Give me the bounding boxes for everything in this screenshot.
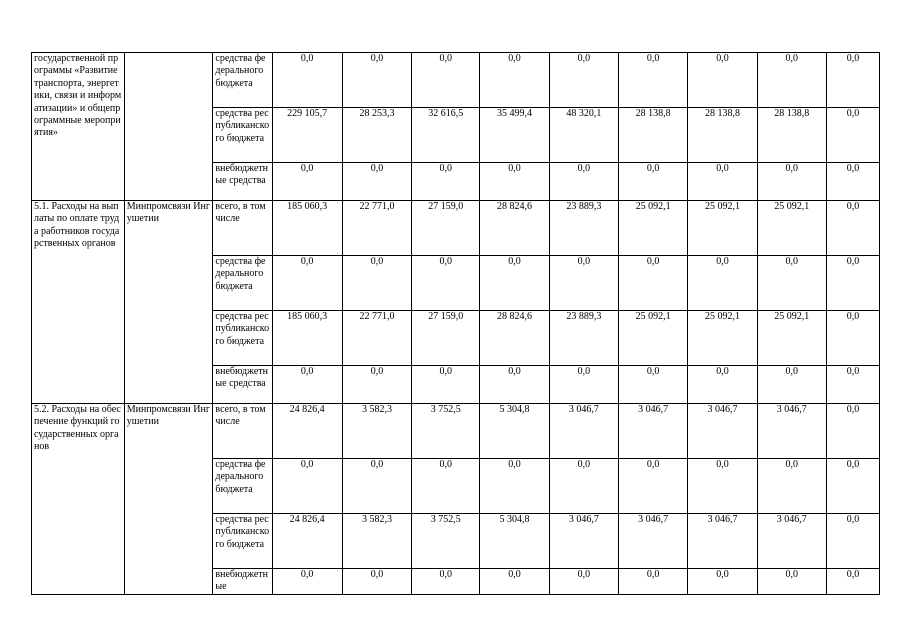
amount-cell: 3 046,7 [549,404,618,459]
amount-cell: 0,0 [549,366,618,404]
amount-cell: 0,0 [549,459,618,514]
amount-cell: 25 092,1 [757,311,826,366]
amount-cell: 0,0 [412,256,480,311]
amount-cell: 27 159,0 [412,201,480,256]
amount-cell: 0,0 [826,514,879,569]
amount-cell: 0,0 [619,256,688,311]
amount-cell: 0,0 [757,256,826,311]
amount-cell: 0,0 [619,53,688,108]
funding-source-cell: внебюджетные средства [213,163,272,201]
amount-cell: 0,0 [757,459,826,514]
measure-name-cell: 5.1. Расходы на выплаты по оплате труда работников государственных органов [32,201,125,404]
amount-cell: 0,0 [757,163,826,201]
amount-cell: 0,0 [272,569,342,595]
amount-cell: 0,0 [412,366,480,404]
amount-cell: 0,0 [272,459,342,514]
amount-cell: 3 046,7 [619,404,688,459]
amount-cell: 0,0 [826,108,879,163]
amount-cell: 0,0 [757,366,826,404]
table-row [32,53,880,108]
amount-cell: 0,0 [480,366,549,404]
amount-cell: 23 889,3 [549,311,618,366]
amount-cell: 0,0 [412,569,480,595]
amount-cell: 24 826,4 [272,514,342,569]
amount-cell: 0,0 [342,256,411,311]
amount-cell: 22 771,0 [342,311,411,366]
funding-source-cell: внебюджетные [213,569,272,595]
amount-cell: 0,0 [826,201,879,256]
amount-cell: 0,0 [619,366,688,404]
amount-cell: 3 046,7 [757,404,826,459]
amount-cell: 25 092,1 [757,201,826,256]
funding-source-cell: всего, в том числе [213,404,272,459]
amount-cell: 22 771,0 [342,201,411,256]
amount-cell: 24 826,4 [272,404,342,459]
amount-cell: 0,0 [412,53,480,108]
amount-cell: 25 092,1 [688,311,757,366]
amount-cell: 27 159,0 [412,311,480,366]
amount-cell: 3 046,7 [619,514,688,569]
amount-cell: 25 092,1 [688,201,757,256]
amount-cell: 5 304,8 [480,514,549,569]
amount-cell: 0,0 [412,459,480,514]
amount-cell: 0,0 [342,163,411,201]
amount-cell: 28 138,8 [757,108,826,163]
amount-cell: 0,0 [826,311,879,366]
amount-cell: 3 582,3 [342,514,411,569]
amount-cell: 0,0 [272,53,342,108]
amount-cell: 28 138,8 [688,108,757,163]
amount-cell: 0,0 [480,569,549,595]
amount-cell: 0,0 [412,163,480,201]
amount-cell: 0,0 [688,459,757,514]
amount-cell: 0,0 [688,53,757,108]
amount-cell: 0,0 [688,163,757,201]
amount-cell: 0,0 [549,256,618,311]
amount-cell: 0,0 [826,53,879,108]
funding-source-cell: внебюджетные средства [213,366,272,404]
amount-cell: 25 092,1 [619,311,688,366]
amount-cell: 0,0 [272,366,342,404]
amount-cell: 0,0 [272,163,342,201]
amount-cell: 0,0 [549,163,618,201]
amount-cell: 0,0 [342,459,411,514]
amount-cell: 0,0 [619,569,688,595]
amount-cell: 185 060,3 [272,311,342,366]
amount-cell: 3 046,7 [757,514,826,569]
responsible-cell: Минпромсвязи Ингушетии [124,201,213,404]
amount-cell: 0,0 [480,256,549,311]
amount-cell: 0,0 [619,163,688,201]
table-row [32,201,880,256]
amount-cell: 0,0 [342,366,411,404]
amount-cell: 5 304,8 [480,404,549,459]
responsible-cell: Минпромсвязи Ингушетии [124,404,213,595]
responsible-cell [124,53,213,201]
amount-cell: 32 616,5 [412,108,480,163]
amount-cell: 0,0 [688,366,757,404]
amount-cell: 0,0 [688,256,757,311]
amount-cell: 28 253,3 [342,108,411,163]
amount-cell: 0,0 [480,163,549,201]
funding-source-cell: средства республиканского бюджета [213,108,272,163]
amount-cell: 0,0 [826,163,879,201]
amount-cell: 0,0 [549,53,618,108]
amount-cell: 0,0 [272,256,342,311]
amount-cell: 0,0 [342,569,411,595]
amount-cell: 28 824,6 [480,201,549,256]
amount-cell: 25 092,1 [619,201,688,256]
amount-cell: 0,0 [826,569,879,595]
amount-cell: 3 046,7 [549,514,618,569]
amount-cell: 48 320,1 [549,108,618,163]
amount-cell: 0,0 [757,53,826,108]
budget-table [31,52,880,595]
amount-cell: 3 046,7 [688,404,757,459]
amount-cell: 0,0 [826,404,879,459]
measure-name-cell: государственной программы «Развитие транспорта, энергетики, связи и информатизации» и общепрограммные мероприятия» [32,53,125,201]
amount-cell: 3 582,3 [342,404,411,459]
amount-cell: 28 138,8 [619,108,688,163]
amount-cell: 0,0 [757,569,826,595]
funding-source-cell: средства федерального бюджета [213,256,272,311]
amount-cell: 23 889,3 [549,201,618,256]
amount-cell: 0,0 [342,53,411,108]
amount-cell: 3 046,7 [688,514,757,569]
amount-cell: 0,0 [480,53,549,108]
amount-cell: 3 752,5 [412,404,480,459]
amount-cell: 0,0 [619,459,688,514]
amount-cell: 35 499,4 [480,108,549,163]
amount-cell: 0,0 [549,569,618,595]
amount-cell: 185 060,3 [272,201,342,256]
amount-cell: 0,0 [826,256,879,311]
amount-cell: 0,0 [480,459,549,514]
table-row [32,404,880,459]
funding-source-cell: средства республиканского бюджета [213,514,272,569]
funding-source-cell: всего, в том числе [213,201,272,256]
amount-cell: 229 105,7 [272,108,342,163]
measure-name-cell: 5.2. Расходы на обеспечение функций государственных органов [32,404,125,595]
amount-cell: 0,0 [688,569,757,595]
amount-cell: 3 752,5 [412,514,480,569]
funding-source-cell: средства федерального бюджета [213,53,272,108]
table-body [32,53,880,595]
amount-cell: 0,0 [826,459,879,514]
amount-cell: 28 824,6 [480,311,549,366]
amount-cell: 0,0 [826,366,879,404]
funding-source-cell: средства республиканского бюджета [213,311,272,366]
funding-source-cell: средства федерального бюджета [213,459,272,514]
